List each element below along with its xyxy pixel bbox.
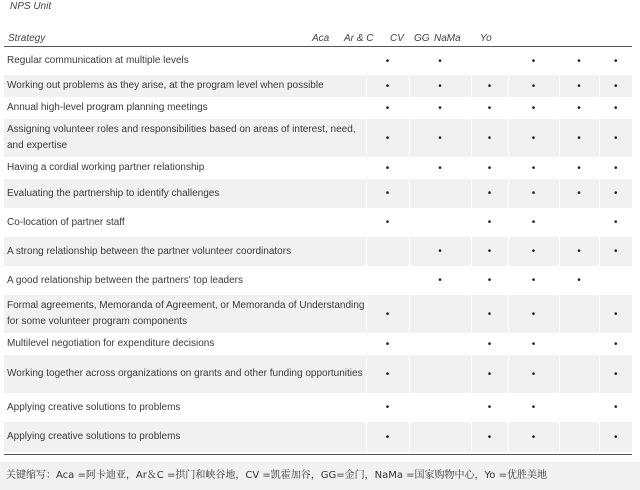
mark-cell xyxy=(471,422,508,452)
bullet-mark: • xyxy=(613,338,618,350)
mark-cell xyxy=(471,157,508,179)
bullet-mark: • xyxy=(487,338,492,350)
bullet-mark: • xyxy=(577,55,581,67)
bullet-mark: • xyxy=(487,217,492,228)
mark-cell xyxy=(409,208,471,237)
bullet-mark: • xyxy=(385,431,390,443)
mark-cell xyxy=(366,119,409,157)
header-cv: CV xyxy=(390,33,404,44)
table-row xyxy=(4,295,632,333)
mark-cell xyxy=(508,75,559,97)
mark-cell xyxy=(559,157,599,179)
strategy-cell: A good relationship between the partners' top leaders xyxy=(7,274,243,286)
bullet-mark: • xyxy=(531,162,536,174)
strategy-cell: Formal agreements, Memoranda of Agreement, or Memoranda of Understanding for some volunteer program components xyxy=(4,295,366,333)
mark-cell xyxy=(559,333,599,355)
table-row xyxy=(4,75,632,97)
bullet-mark: • xyxy=(531,431,536,443)
mark-cell xyxy=(508,333,559,355)
mark-cell xyxy=(471,179,508,208)
strategy-cell: Annual high-level program planning meetings xyxy=(7,102,208,113)
header-gg: GG xyxy=(414,33,430,44)
mark-cell xyxy=(471,97,508,119)
mark-cell xyxy=(508,97,559,119)
bullet-mark: • xyxy=(385,55,390,67)
strategy-cell: Working out problems as they arise, at the program level when possible xyxy=(4,75,366,97)
mark-cell xyxy=(471,333,508,355)
mark-cell xyxy=(559,119,599,157)
mark-cell xyxy=(409,393,471,422)
strategy-cell: Co-location of partner staff xyxy=(7,216,125,228)
table-row xyxy=(4,119,632,157)
bullet-mark: • xyxy=(613,431,618,443)
bullet-mark: • xyxy=(487,80,492,92)
table-row xyxy=(4,157,632,179)
mark-cell xyxy=(559,237,599,266)
mark-cell xyxy=(559,355,599,393)
table-row xyxy=(4,179,632,208)
mark-cell xyxy=(559,266,599,295)
bottom-rule xyxy=(4,454,632,455)
mark-cell xyxy=(559,295,599,333)
mark-cell xyxy=(471,75,508,97)
bullet-mark: • xyxy=(577,188,581,199)
bullet-mark: • xyxy=(385,338,390,350)
table-row xyxy=(4,355,632,393)
abbreviation-footnote: 关键缩写：Aca =阿卡迪亚，Ar＆C =拱门和峡谷地，CV =凯霍加谷，GG=金门，NaMa =国家购物中心，Yo =优胜美地 xyxy=(0,462,640,490)
mark-cell xyxy=(599,75,632,97)
mark-cell xyxy=(508,393,559,422)
mark-cell xyxy=(559,208,599,237)
strategy-cell: Evaluating the partnership to identify challenges xyxy=(4,179,366,208)
mark-cell xyxy=(366,422,409,452)
mark-cell xyxy=(508,295,559,333)
strategy-cell: Having a cordial working partner relationship xyxy=(7,162,205,173)
bullet-mark: • xyxy=(438,80,442,92)
mark-cell xyxy=(366,179,409,208)
mark-cell xyxy=(599,295,632,333)
bullet-mark: • xyxy=(385,402,390,413)
bullet-mark: • xyxy=(531,275,536,286)
mark-cell xyxy=(409,422,471,452)
strategy-cell: Multilevel negotiation for expenditure decisions xyxy=(7,338,215,349)
unit-title: NPS Unit xyxy=(10,1,52,12)
mark-cell xyxy=(409,237,471,266)
bullet-mark: • xyxy=(385,132,390,144)
table-row xyxy=(4,237,632,266)
bullet-mark: • xyxy=(577,246,581,257)
mark-cell xyxy=(366,237,409,266)
header-strategy: Strategy xyxy=(8,33,46,44)
mark-cell xyxy=(559,47,599,75)
header-nama: NaMa xyxy=(434,33,461,44)
mark-cell xyxy=(599,179,632,208)
header-yo: Yo xyxy=(480,33,492,44)
bullet-mark: • xyxy=(613,80,618,92)
bullet-mark: • xyxy=(531,308,536,320)
mark-cell xyxy=(559,422,599,452)
strategy-cell: Working together across organizations on grants and other funding opportunities xyxy=(4,355,366,393)
mark-cell xyxy=(508,47,559,75)
table-row xyxy=(4,47,632,75)
bullet-mark: • xyxy=(531,338,536,350)
bullet-mark: • xyxy=(531,188,536,199)
mark-cell xyxy=(599,208,632,237)
bullet-mark: • xyxy=(613,132,618,144)
mark-cell xyxy=(409,75,471,97)
bullet-mark: • xyxy=(487,431,492,443)
bullet-mark: • xyxy=(438,102,442,114)
bullet-mark: • xyxy=(613,402,618,413)
mark-cell xyxy=(409,179,471,208)
bullet-mark: • xyxy=(613,55,618,67)
bullet-mark: • xyxy=(487,368,492,380)
table-row xyxy=(4,422,632,452)
bullet-mark: • xyxy=(385,368,390,380)
bullet-mark: • xyxy=(577,162,581,174)
header-ar-c: Ar & C xyxy=(344,33,374,44)
bullet-mark: • xyxy=(577,275,581,286)
mark-cell xyxy=(366,295,409,333)
bullet-mark: • xyxy=(385,80,390,92)
strategy-table xyxy=(4,47,632,452)
mark-cell xyxy=(599,157,632,179)
mark-cell xyxy=(599,266,632,295)
bullet-mark: • xyxy=(487,132,492,144)
mark-cell xyxy=(409,119,471,157)
bullet-mark: • xyxy=(531,55,536,67)
bullet-mark: • xyxy=(613,368,618,380)
mark-cell xyxy=(559,179,599,208)
bullet-mark: • xyxy=(438,55,442,67)
bullet-mark: • xyxy=(613,246,618,257)
mark-cell xyxy=(366,355,409,393)
bullet-mark: • xyxy=(487,402,492,413)
bullet-mark: • xyxy=(385,188,390,199)
bullet-mark: • xyxy=(531,402,536,413)
bullet-mark: • xyxy=(438,132,442,144)
mark-cell xyxy=(471,208,508,237)
mark-cell xyxy=(471,237,508,266)
bullet-mark: • xyxy=(531,132,536,144)
bullet-mark: • xyxy=(385,102,390,114)
bullet-mark: • xyxy=(531,80,536,92)
strategy-cell: Assigning volunteer roles and responsibilities based on areas of interest, need, and expertise xyxy=(4,119,366,157)
bullet-mark: • xyxy=(613,102,618,114)
mark-cell xyxy=(559,393,599,422)
bullet-mark: • xyxy=(487,275,492,286)
bullet-mark: • xyxy=(438,246,442,257)
mark-cell xyxy=(409,295,471,333)
bullet-mark: • xyxy=(577,80,581,92)
mark-cell xyxy=(471,393,508,422)
header-aca: Aca xyxy=(312,33,330,44)
bullet-mark: • xyxy=(577,102,581,114)
mark-cell xyxy=(409,355,471,393)
table-row xyxy=(4,333,632,355)
mark-cell xyxy=(366,47,409,75)
bullet-mark: • xyxy=(438,162,442,174)
mark-cell xyxy=(366,97,409,119)
bullet-mark: • xyxy=(385,308,390,320)
mark-cell xyxy=(471,119,508,157)
mark-cell xyxy=(366,333,409,355)
mark-cell xyxy=(599,333,632,355)
bullet-mark: • xyxy=(577,132,581,144)
mark-cell xyxy=(366,75,409,97)
table-row xyxy=(4,208,632,237)
table-row xyxy=(4,97,632,119)
bullet-mark: • xyxy=(438,275,442,286)
mark-cell xyxy=(599,237,632,266)
mark-cell xyxy=(471,47,508,75)
mark-cell xyxy=(508,237,559,266)
mark-cell xyxy=(508,355,559,393)
bullet-mark: • xyxy=(613,217,618,228)
mark-cell xyxy=(471,295,508,333)
bullet-mark: • xyxy=(613,308,618,320)
bullet-mark: • xyxy=(487,308,492,320)
mark-cell xyxy=(471,266,508,295)
bullet-mark: • xyxy=(613,188,618,199)
strategy-cell: Regular communication at multiple levels xyxy=(7,55,189,66)
mark-cell xyxy=(366,393,409,422)
bullet-mark: • xyxy=(487,162,492,174)
strategy-cell: Applying creative solutions to problems xyxy=(4,422,366,452)
mark-cell xyxy=(508,179,559,208)
mark-cell xyxy=(599,393,632,422)
mark-cell xyxy=(508,422,559,452)
mark-cell xyxy=(409,333,471,355)
bullet-mark: • xyxy=(531,102,536,114)
bullet-mark: • xyxy=(385,217,390,228)
mark-cell xyxy=(599,422,632,452)
mark-cell xyxy=(471,355,508,393)
table-row xyxy=(4,393,632,422)
bullet-mark: • xyxy=(531,217,536,228)
mark-cell xyxy=(366,208,409,237)
mark-cell xyxy=(508,266,559,295)
bullet-mark: • xyxy=(531,246,536,257)
bullet-mark: • xyxy=(487,102,492,114)
mark-cell xyxy=(409,47,471,75)
mark-cell xyxy=(508,208,559,237)
strategy-cell: A strong relationship between the partner volunteer coordinators xyxy=(4,237,366,266)
bullet-mark: • xyxy=(613,162,618,174)
mark-cell xyxy=(599,119,632,157)
mark-cell xyxy=(508,119,559,157)
table-row xyxy=(4,266,632,295)
mark-cell xyxy=(599,97,632,119)
mark-cell xyxy=(366,157,409,179)
mark-cell xyxy=(409,157,471,179)
strategy-cell: Applying creative solutions to problems xyxy=(7,401,181,413)
mark-cell xyxy=(409,97,471,119)
mark-cell xyxy=(508,157,559,179)
mark-cell xyxy=(559,75,599,97)
mark-cell xyxy=(599,355,632,393)
mark-cell xyxy=(366,266,409,295)
mark-cell xyxy=(409,266,471,295)
bullet-mark: • xyxy=(385,162,390,174)
bullet-mark: • xyxy=(531,368,536,380)
bullet-mark: • xyxy=(487,246,492,257)
mark-cell xyxy=(559,97,599,119)
mark-cell xyxy=(599,47,632,75)
column-header-row xyxy=(0,32,632,46)
bullet-mark: • xyxy=(487,188,492,199)
